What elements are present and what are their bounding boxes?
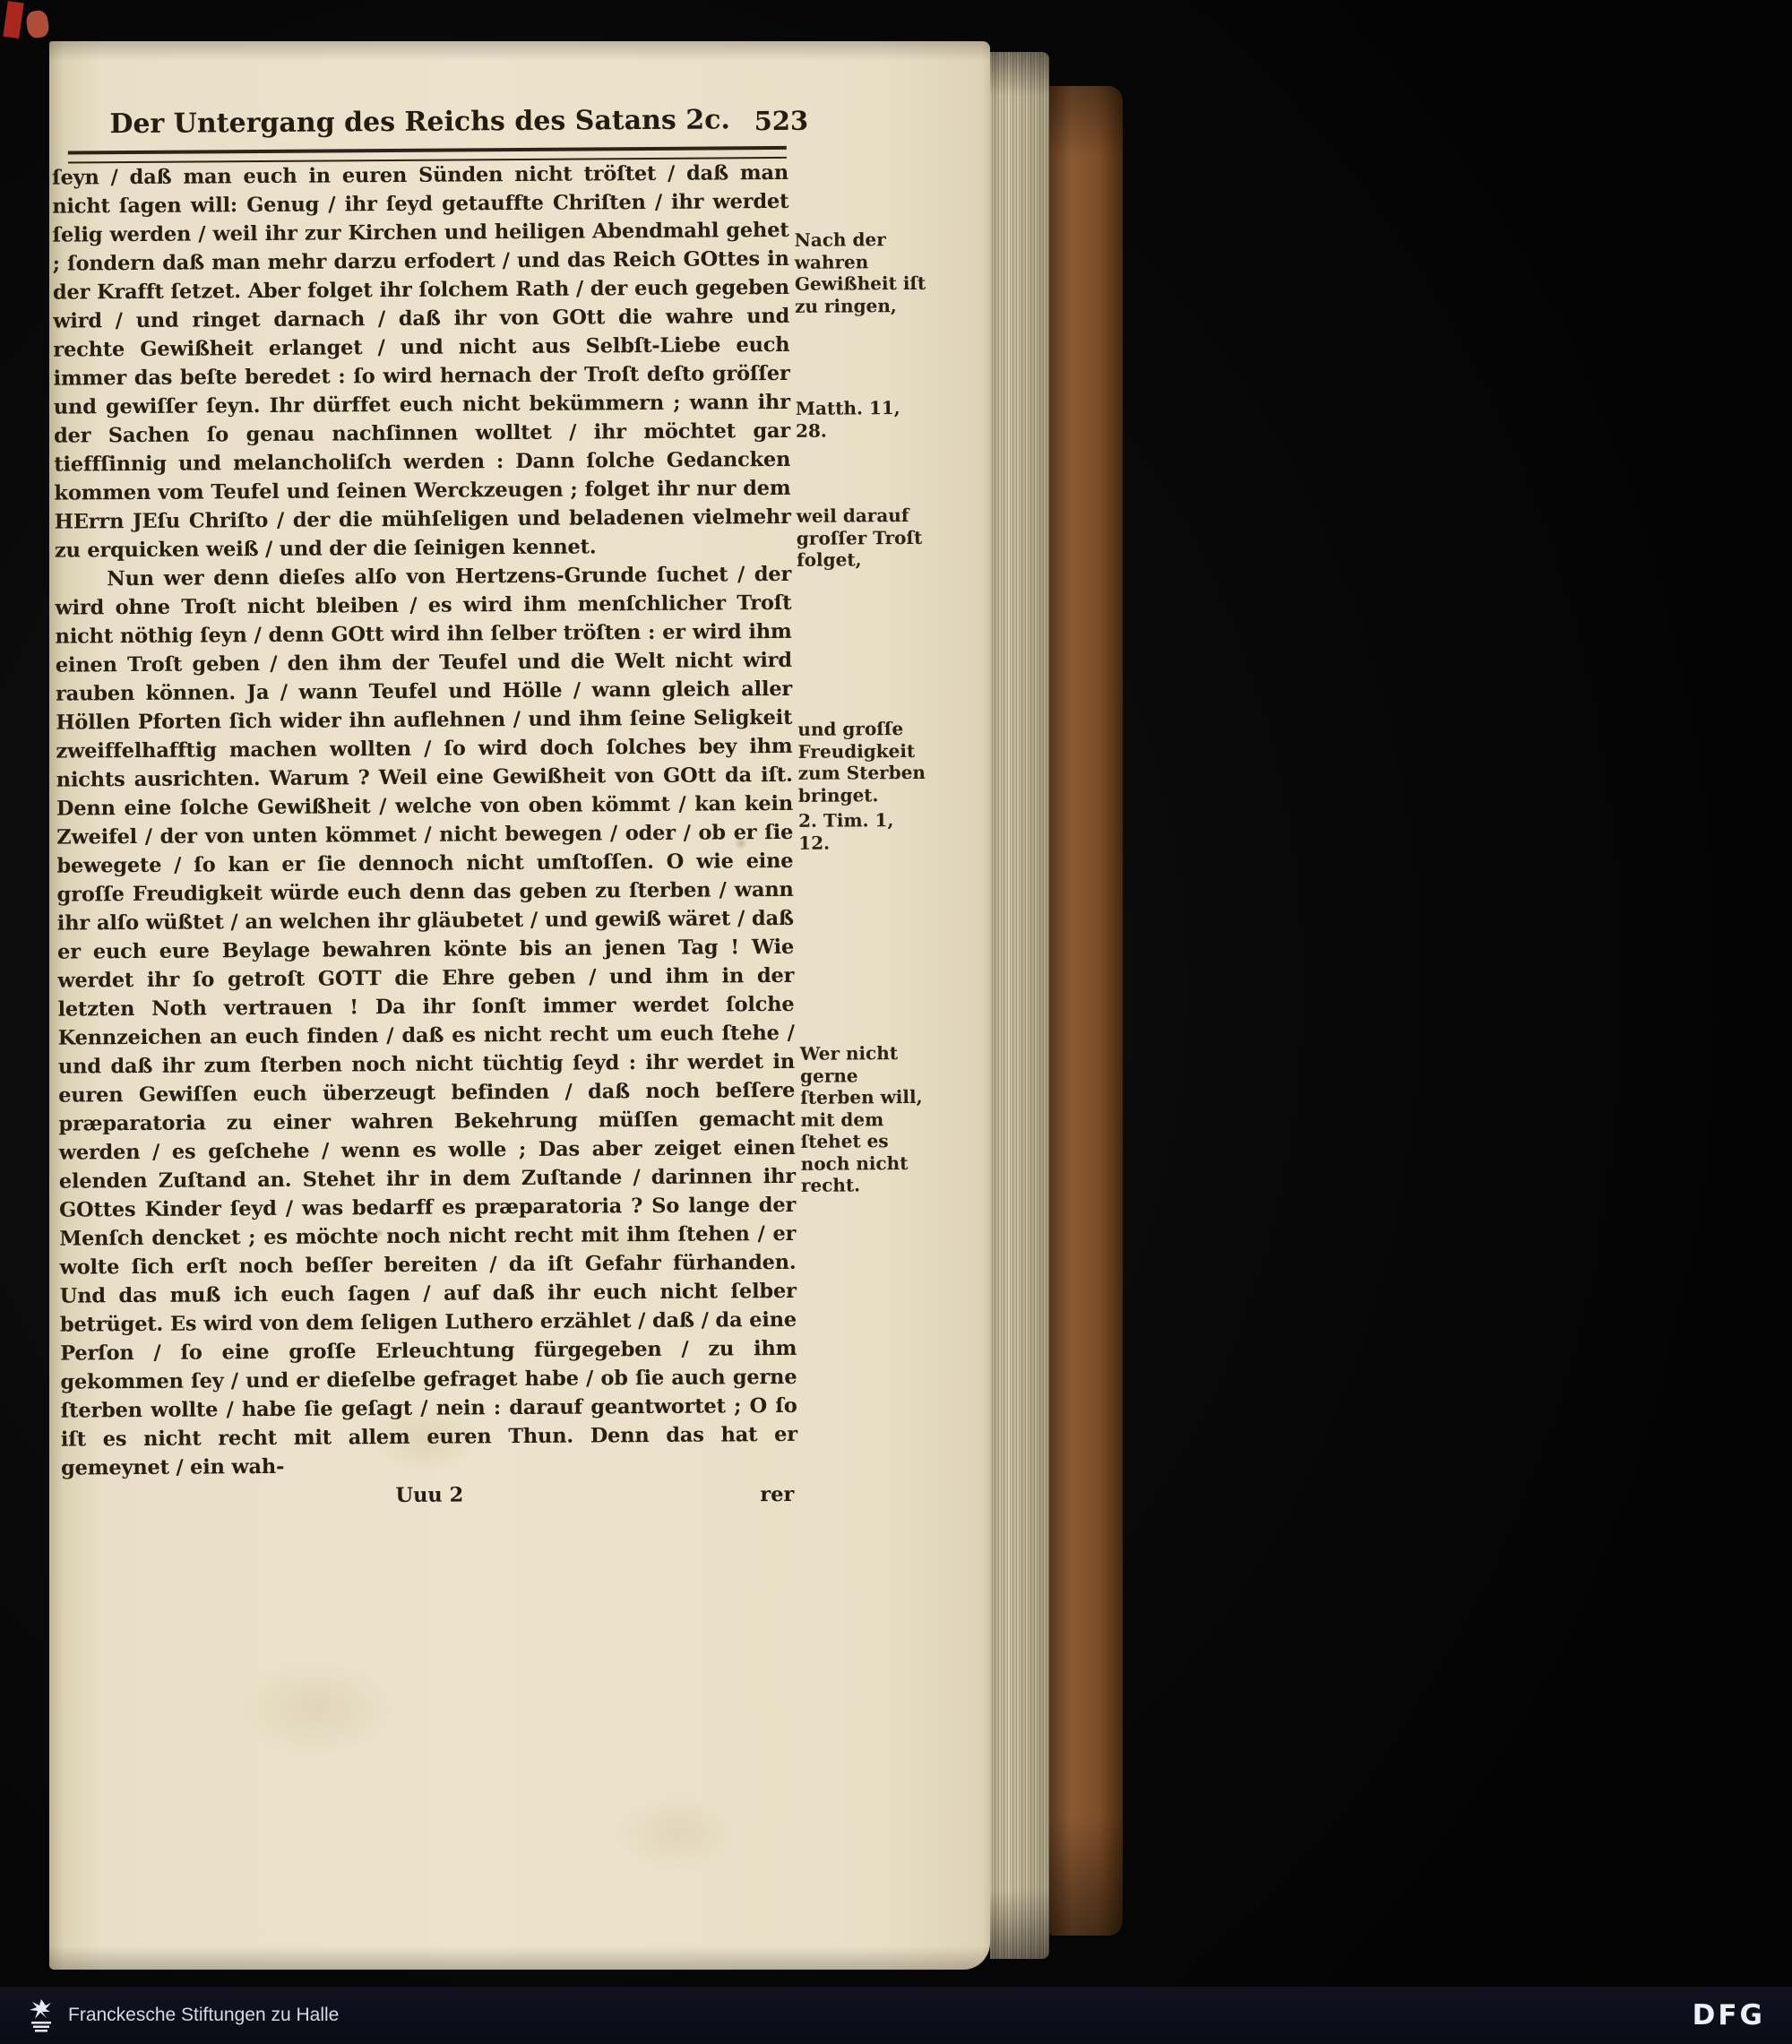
signature-line [61,1481,797,1519]
page-number: 523 [754,105,809,137]
viewer-footer [0,1987,1792,2044]
margin-note: weil darauf groſſer Troſt folget, [796,504,923,571]
margin-note: Wer nicht gerne ſterben will, mit dem ſtehet es noch nicht recht. [799,1042,923,1196]
color-calibration-mark [25,9,50,39]
scanned-book-page [49,41,990,1970]
margin-note: und groſſe Freudigkeit zum Sterben bringet. [797,718,926,806]
catchword: rer [760,1482,795,1507]
margin-note-scripture-reference: Matth. 11, 28. [795,397,900,442]
margin-note: Nach der wahren Gewißheit iſt zu ringen, [794,229,926,317]
page-stack-fore-edge [990,52,1049,1959]
body-text-block [52,159,798,1519]
color-calibration-mark [3,1,23,39]
franckesche-stiftungen-logo-icon [27,1997,56,2033]
body-paragraph: Nun wer denn dieſes alſo von Hertzens-Grunde ſuchet / der wird ohne Troſt nicht bleiben / es wird ihm menſchlicher Troſt nicht nöthig ſeyn / denn GOtt wird ihn ſelber tröſten : er wird ihm einen Troſt geben / den ihm der Teufel und die Welt nicht wird rauben können. Ja / wann Teufel und Hölle / wann gleich aller Höllen Pforten ſich wider ihn auflehnen / und ihm ſeine Seligkeit zweiffelhafftig machen wollten / ſo wird doch ſolches bey ihm nichts ausrichten. Warum ? Weil eine Gewißheit von GOtt da iſt. Denn eine ſolche Gewißheit / welche von oben kömmt / kan kein Zweifel / der von unten kömmet / nicht bewegen / oder / ob er ſie bewegete / ſo kan er ſie dennoch nicht umſtoſſen. O wie eine groſſe Freudigkeit würde euch denn das geben zu ſterben / wann ihr alſo wüßtet / an welchen ihr gläubetet / und gewiß wäret / daß er euch eure Beylage bewahren könte bis an jenen Tag ! Wie werdet ihr ſo getroſt GOTT die Ehre geben / und ihm in der letzten Noth vertrauen ! Da ihr ſonſt immer werdet ſolche Kennzeichen an euch finden / daß es nicht recht um euch ſtehe / und daß ihr zum ſterben noch nicht tüchtig ſeyd : ihr werdet in euren Gewiſſen euch überzeugt befinden / daß noch beſſere præparatoria zu einer wahren Bekehrung müſſen gemacht werden / es geſchehe / wenn es wolle ; Das aber zeiget einen elenden Zuſtand an. Stehet ihr in dem Zuſtande / darinnen ihr GOttes Kinder ſeyd / was bedarff es præparatoria ? So lange der Menſch dencket ; es möchte noch nicht recht mit ihm ſtehen / er wolte ſich erſt noch beſſer bereiten / da iſt Gefahr fürhanden. Und das muß ich euch ſagen / auf daß ihr euch nicht ſelber betrüget. Es wird von dem ſeligen Luthero erzählet / daß / da eine Perſon / ſo eine groſſe Erleuchtung fürgegeben / zu ihm gekommen ſey / und er dieſelbe gefraget habe / ob ſie auch gerne ſterben wollte / habe ſie geſagt / nein : darauf geantwortet ; O ſo iſt es nicht recht mit allem euren Thun. Denn das hat er gemeynet / ein wah- [55,562,797,1480]
running-title: Der Untergang des Reichs des Satans 2c. [109,104,730,141]
book-cover-edge [1049,86,1123,1936]
dfg-logo: DFG [1692,1999,1765,2031]
institution-name: Franckesche Stiftungen zu Halle [68,2005,340,2025]
body-paragraph: ſeyn / daß man euch in euren Sünden nicht tröſtet / daß man nicht ſagen will: Genug / ihr ſeyd getauffte Chriſten / ihr werdet ſelig werden / weil ihr zur Kirchen und heiligen Abendmahl gehet ; ſondern daß man mehr darzu erfodert / und das Reich GOttes in der Krafft ſetzet. Aber folget ihr ſolchem Rath / der euch gegeben wird / und ringet darnach / daß ihr von GOtt die wahre und rechte Gewißheit erlanget / und nicht aus Selbſt-Liebe euch immer das beſte beredet : ſo wird hernach der Troſt deſto gröſſer und gewiſſer ſeyn. Ihr dürffet euch nicht bekümmern ; wann ihr der Sachen ſo genau nachſinnen wolltet / ihr möchtet gar tieffſinnig und melancholiſch werden : Dann ſolche Gedancken kommen vom Teufel und ſeinen Werckzeugen ; folget ihr nur dem HErrn JEſu Chriſto / der die mühſeligen und beladenen vielmehr zu erquicken weiß / und der die ſeinigen kennet. [51,160,791,563]
gathering-signature: Uuu 2 [395,1483,464,1507]
page-content [44,38,998,1972]
footer-institution [27,1997,339,2033]
margin-note-scripture-reference: 2. Tim. 1, 12. [797,809,894,854]
